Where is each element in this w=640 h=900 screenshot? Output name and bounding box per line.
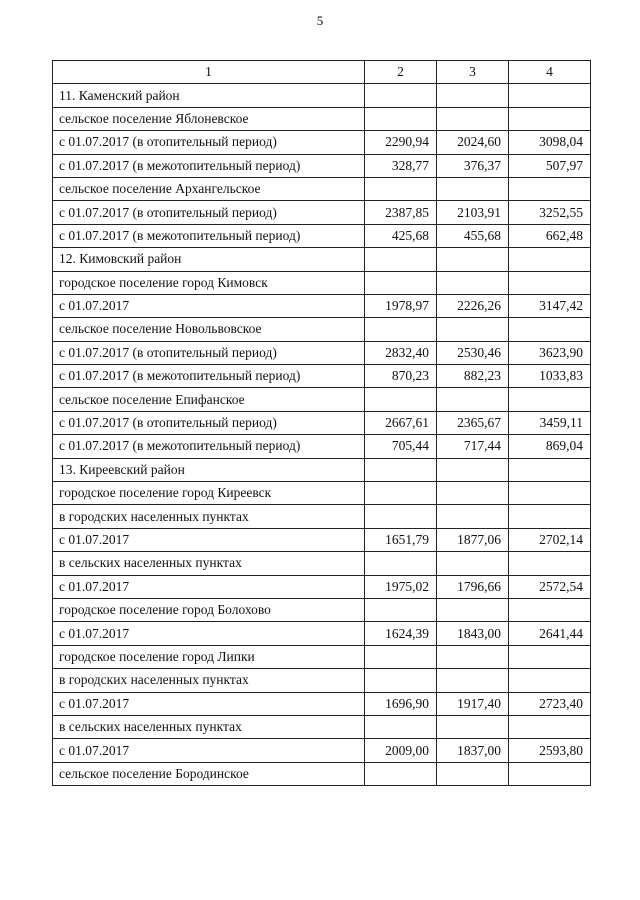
header-cell-col-4: 4 <box>509 61 591 84</box>
value-cell-col-2 <box>365 84 437 107</box>
value-cell-col-3: 1796,66 <box>437 575 509 598</box>
row-label-cell: в сельских населенных пунктах <box>53 552 365 575</box>
value-cell-col-4: 2593,80 <box>509 739 591 762</box>
value-cell-col-2 <box>365 177 437 200</box>
value-cell-col-4: 869,04 <box>509 435 591 458</box>
value-cell-col-2 <box>365 762 437 785</box>
value-cell-col-2 <box>365 669 437 692</box>
row-label-cell: с 01.07.2017 <box>53 622 365 645</box>
row-label-cell: с 01.07.2017 (в отопительный период) <box>53 341 365 364</box>
value-cell-col-2: 425,68 <box>365 224 437 247</box>
value-cell-col-2: 2290,94 <box>365 131 437 154</box>
table-row <box>53 294 591 317</box>
value-cell-col-3: 717,44 <box>437 435 509 458</box>
value-cell-col-4 <box>509 505 591 528</box>
value-cell-col-2 <box>365 482 437 505</box>
value-cell-col-4 <box>509 715 591 738</box>
table-row <box>53 248 591 271</box>
value-cell-col-2: 2832,40 <box>365 341 437 364</box>
value-cell-col-4 <box>509 388 591 411</box>
row-label-cell: сельское поселение Епифанское <box>53 388 365 411</box>
table-row <box>53 435 591 458</box>
value-cell-col-3: 376,37 <box>437 154 509 177</box>
row-label-cell: с 01.07.2017 <box>53 739 365 762</box>
table-row <box>53 482 591 505</box>
value-cell-col-2: 1978,97 <box>365 294 437 317</box>
value-cell-col-2 <box>365 552 437 575</box>
value-cell-col-4: 662,48 <box>509 224 591 247</box>
table-row <box>53 107 591 130</box>
value-cell-col-2: 328,77 <box>365 154 437 177</box>
value-cell-col-4: 3147,42 <box>509 294 591 317</box>
row-label-cell: сельское поселение Яблоневское <box>53 107 365 130</box>
tariff-table-body <box>53 61 591 786</box>
row-label-cell: с 01.07.2017 (в межотопительный период) <box>53 154 365 177</box>
table-row <box>53 622 591 645</box>
value-cell-col-4 <box>509 84 591 107</box>
value-cell-col-4 <box>509 645 591 668</box>
table-row <box>53 598 591 621</box>
tariff-table <box>52 60 591 786</box>
value-cell-col-3: 2226,26 <box>437 294 509 317</box>
value-cell-col-3: 2365,67 <box>437 411 509 434</box>
value-cell-col-4: 507,97 <box>509 154 591 177</box>
value-cell-col-4: 2702,14 <box>509 528 591 551</box>
row-label-cell: с 01.07.2017 (в межотопительный период) <box>53 224 365 247</box>
value-cell-col-2 <box>365 715 437 738</box>
value-cell-col-4 <box>509 482 591 505</box>
value-cell-col-3 <box>437 84 509 107</box>
table-row <box>53 84 591 107</box>
value-cell-col-3: 2024,60 <box>437 131 509 154</box>
value-cell-col-3 <box>437 271 509 294</box>
table-row <box>53 505 591 528</box>
table-row <box>53 762 591 785</box>
value-cell-col-4 <box>509 248 591 271</box>
row-label-cell: городское поселение город Болохово <box>53 598 365 621</box>
header-cell-col-2: 2 <box>365 61 437 84</box>
value-cell-col-3 <box>437 552 509 575</box>
value-cell-col-4: 3252,55 <box>509 201 591 224</box>
row-label-cell: городское поселение город Киреевск <box>53 482 365 505</box>
page-number: 5 <box>316 13 324 28</box>
row-label-cell: 13. Киреевский район <box>53 458 365 481</box>
value-cell-col-2: 1696,90 <box>365 692 437 715</box>
table-row <box>53 528 591 551</box>
row-label-cell: с 01.07.2017 (в отопительный период) <box>53 411 365 434</box>
table-row <box>53 458 591 481</box>
value-cell-col-2 <box>365 458 437 481</box>
table-row <box>53 388 591 411</box>
value-cell-col-4 <box>509 318 591 341</box>
value-cell-col-2: 1624,39 <box>365 622 437 645</box>
row-label-cell: с 01.07.2017 <box>53 294 365 317</box>
table-row <box>53 365 591 388</box>
table-header-row <box>53 61 591 84</box>
row-label-cell: с 01.07.2017 (в межотопительный период) <box>53 365 365 388</box>
table-row <box>53 411 591 434</box>
table-row <box>53 318 591 341</box>
value-cell-col-2: 1975,02 <box>365 575 437 598</box>
value-cell-col-4: 2572,54 <box>509 575 591 598</box>
value-cell-col-3 <box>437 248 509 271</box>
value-cell-col-3: 1843,00 <box>437 622 509 645</box>
value-cell-col-4 <box>509 271 591 294</box>
table-row <box>53 715 591 738</box>
row-label-cell: городское поселение город Липки <box>53 645 365 668</box>
row-label-cell: 12. Кимовский район <box>53 248 365 271</box>
table-row <box>53 575 591 598</box>
value-cell-col-3 <box>437 318 509 341</box>
value-cell-col-3: 1917,40 <box>437 692 509 715</box>
row-label-cell: с 01.07.2017 <box>53 692 365 715</box>
value-cell-col-3 <box>437 762 509 785</box>
value-cell-col-4: 3098,04 <box>509 131 591 154</box>
value-cell-col-2 <box>365 107 437 130</box>
value-cell-col-2 <box>365 271 437 294</box>
row-label-cell: сельское поселение Новольвовское <box>53 318 365 341</box>
header-cell-col-3: 3 <box>437 61 509 84</box>
row-label-cell: с 01.07.2017 (в межотопительный период) <box>53 435 365 458</box>
value-cell-col-3 <box>437 107 509 130</box>
value-cell-col-4 <box>509 177 591 200</box>
value-cell-col-3 <box>437 458 509 481</box>
value-cell-col-3 <box>437 598 509 621</box>
value-cell-col-2: 705,44 <box>365 435 437 458</box>
value-cell-col-4: 1033,83 <box>509 365 591 388</box>
row-label-cell: с 01.07.2017 (в отопительный период) <box>53 131 365 154</box>
value-cell-col-3: 1877,06 <box>437 528 509 551</box>
value-cell-col-4 <box>509 107 591 130</box>
value-cell-col-4: 2723,40 <box>509 692 591 715</box>
value-cell-col-2 <box>365 318 437 341</box>
value-cell-col-3 <box>437 177 509 200</box>
value-cell-col-3 <box>437 715 509 738</box>
value-cell-col-2 <box>365 505 437 528</box>
value-cell-col-4: 3623,90 <box>509 341 591 364</box>
row-label-cell: с 01.07.2017 (в отопительный период) <box>53 201 365 224</box>
value-cell-col-2 <box>365 248 437 271</box>
value-cell-col-4 <box>509 552 591 575</box>
row-label-cell: сельское поселение Архангельское <box>53 177 365 200</box>
value-cell-col-3: 882,23 <box>437 365 509 388</box>
value-cell-col-4: 2641,44 <box>509 622 591 645</box>
value-cell-col-3: 2530,46 <box>437 341 509 364</box>
value-cell-col-2 <box>365 645 437 668</box>
value-cell-col-3 <box>437 388 509 411</box>
table-row <box>53 271 591 294</box>
row-label-cell: в сельских населенных пунктах <box>53 715 365 738</box>
table-row <box>53 224 591 247</box>
value-cell-col-2: 2387,85 <box>365 201 437 224</box>
row-label-cell: 11. Каменский район <box>53 84 365 107</box>
row-label-cell: сельское поселение Бородинское <box>53 762 365 785</box>
table-row <box>53 669 591 692</box>
value-cell-col-4 <box>509 598 591 621</box>
table-row <box>53 154 591 177</box>
row-label-cell: в городских населенных пунктах <box>53 505 365 528</box>
table-row <box>53 177 591 200</box>
value-cell-col-2 <box>365 388 437 411</box>
value-cell-col-2: 2667,61 <box>365 411 437 434</box>
value-cell-col-4 <box>509 669 591 692</box>
value-cell-col-2 <box>365 598 437 621</box>
value-cell-col-3 <box>437 482 509 505</box>
value-cell-col-3: 455,68 <box>437 224 509 247</box>
table-row <box>53 552 591 575</box>
row-label-cell: с 01.07.2017 <box>53 575 365 598</box>
header-cell-col-1: 1 <box>53 61 365 84</box>
table-row <box>53 645 591 668</box>
value-cell-col-3 <box>437 669 509 692</box>
table-row <box>53 341 591 364</box>
value-cell-col-2: 1651,79 <box>365 528 437 551</box>
table-row <box>53 692 591 715</box>
value-cell-col-2: 870,23 <box>365 365 437 388</box>
value-cell-col-3 <box>437 645 509 668</box>
value-cell-col-2: 2009,00 <box>365 739 437 762</box>
row-label-cell: с 01.07.2017 <box>53 528 365 551</box>
row-label-cell: городское поселение город Кимовск <box>53 271 365 294</box>
value-cell-col-3: 2103,91 <box>437 201 509 224</box>
value-cell-col-4 <box>509 762 591 785</box>
value-cell-col-3: 1837,00 <box>437 739 509 762</box>
value-cell-col-4 <box>509 458 591 481</box>
table-row <box>53 131 591 154</box>
value-cell-col-3 <box>437 505 509 528</box>
table-row <box>53 739 591 762</box>
value-cell-col-4: 3459,11 <box>509 411 591 434</box>
table-row <box>53 201 591 224</box>
row-label-cell: в городских населенных пунктах <box>53 669 365 692</box>
